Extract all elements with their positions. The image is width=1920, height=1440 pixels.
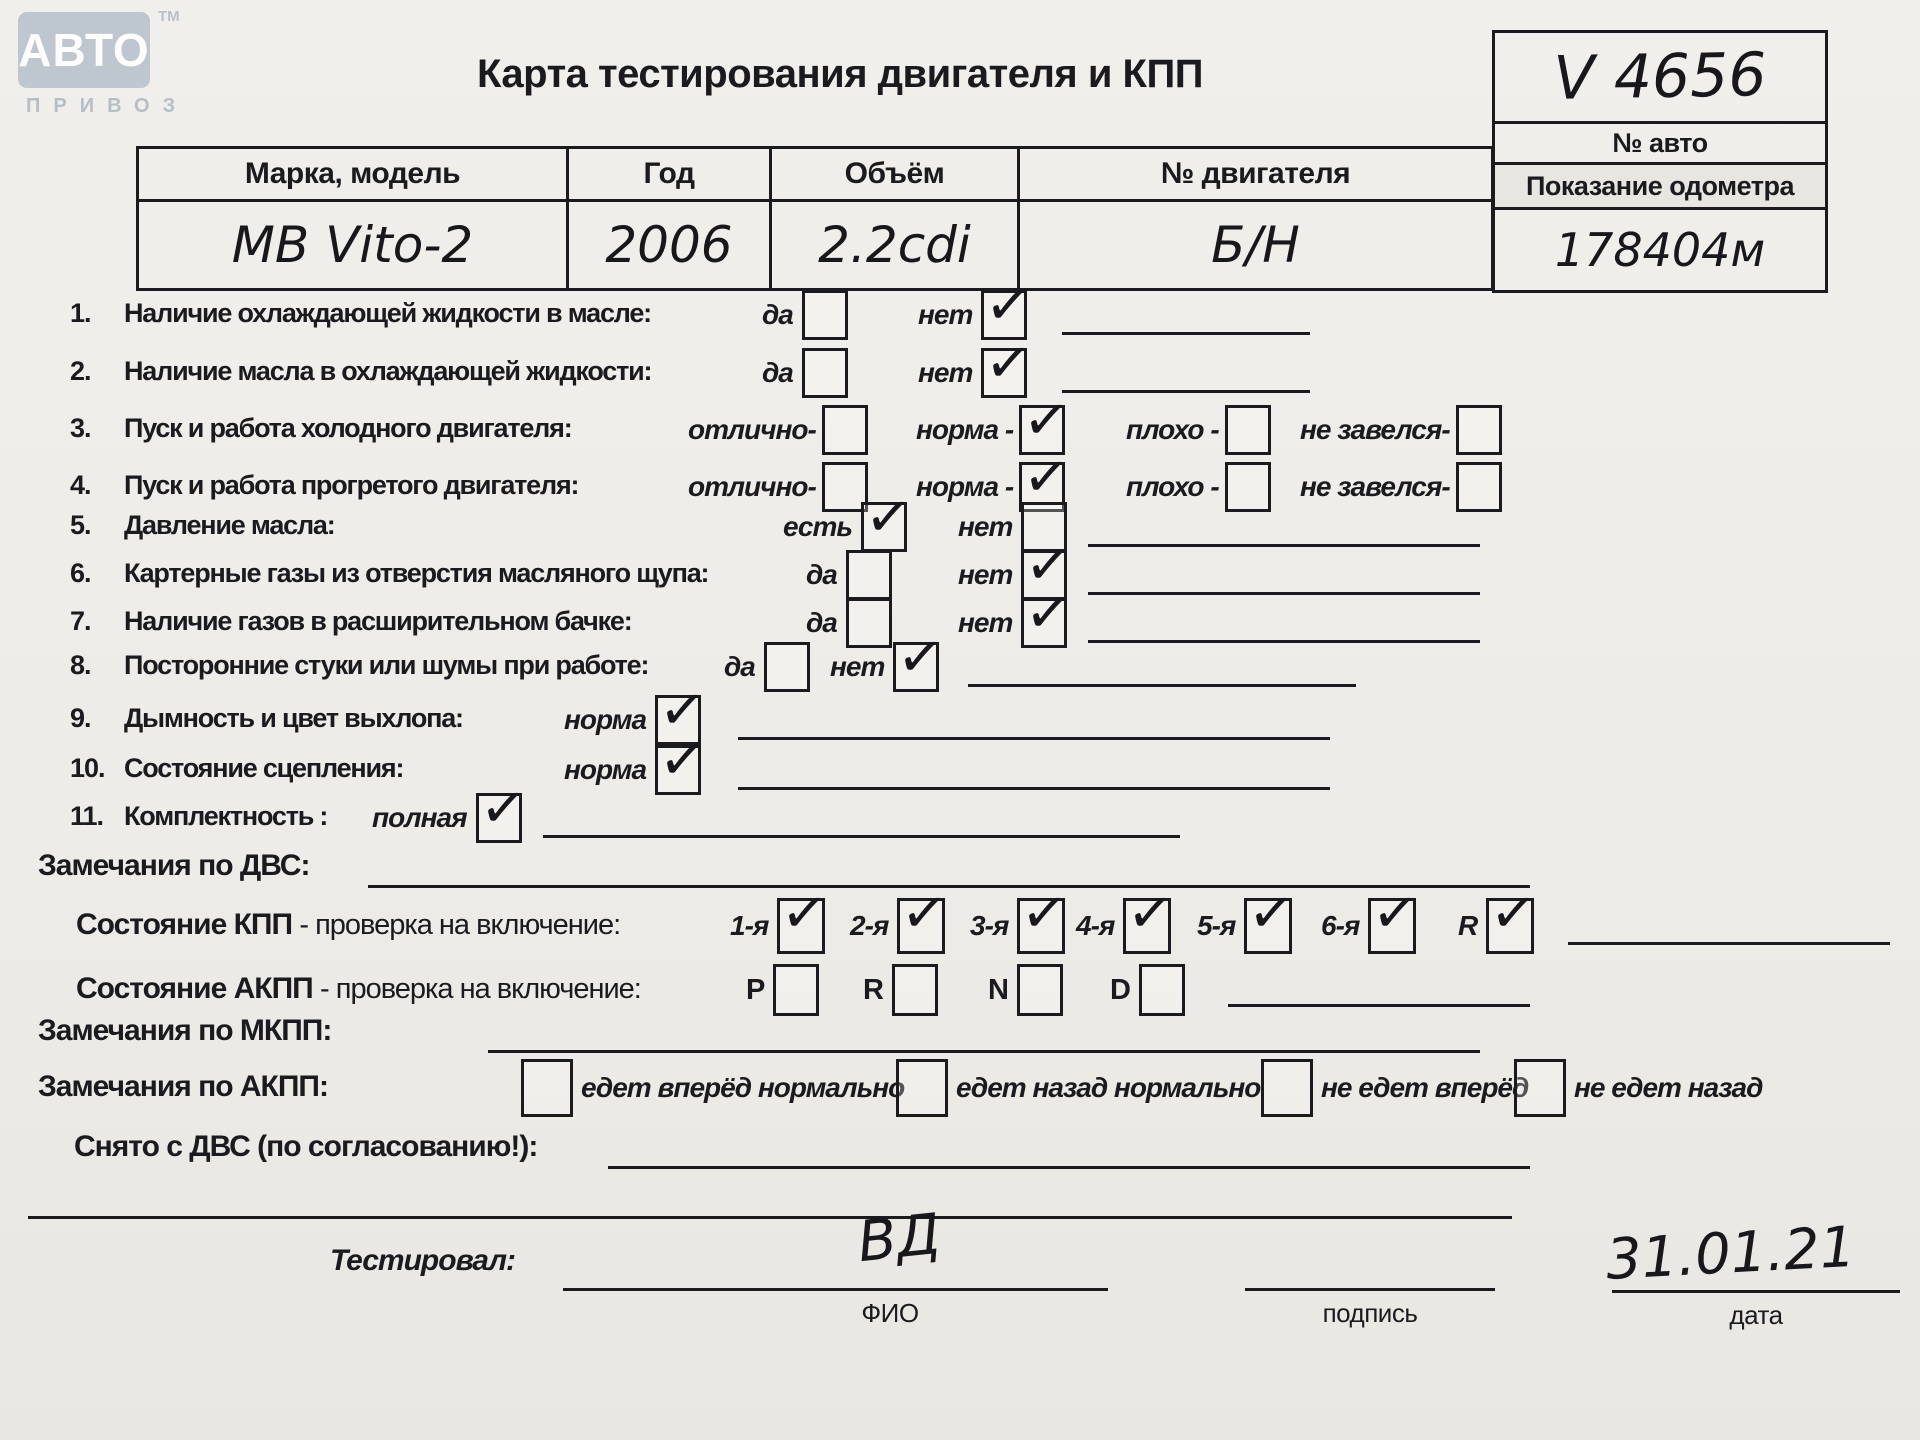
position-label: P <box>746 973 765 1006</box>
item-10-label: Состояние сцепления: <box>124 753 404 783</box>
item-3-option-no-start <box>1300 407 1502 453</box>
option-label: полная <box>372 802 467 833</box>
item-3-option-excellent <box>688 407 868 453</box>
tested-by-label: Тестировал: <box>330 1244 515 1277</box>
mkpp-remarks-field[interactable] <box>488 1050 1480 1053</box>
fio-label: ФИО <box>861 1298 919 1328</box>
signature-label: подпись <box>1322 1298 1418 1328</box>
akpp-remarks-label: Замечания по АКПП: <box>38 1070 328 1103</box>
gear-4-checkbox[interactable] <box>1123 898 1171 954</box>
option-label: едет вперёд нормально <box>581 1072 905 1103</box>
item-row-8 <box>0 644 1920 690</box>
akpp-no-fwd-checkbox[interactable] <box>1261 1059 1313 1117</box>
akpp-rev-ok-option <box>896 1060 1260 1116</box>
item-3-excellent-checkbox[interactable] <box>822 405 868 455</box>
akpp-n-checkbox[interactable] <box>1017 964 1063 1016</box>
item-2-option-yes <box>762 350 848 396</box>
akpp-remarks-row <box>0 1060 1920 1116</box>
item-8-label: Посторонние стуки или шумы при работе: <box>124 650 649 680</box>
item-6-notes-field[interactable] <box>1088 592 1480 595</box>
item-6-label: Картерные газы из отверстия масляного щупа: <box>124 558 709 588</box>
item-8-number: 8. <box>70 650 91 680</box>
option-label: не завелся- <box>1300 414 1450 445</box>
kpp-state-label <box>76 908 620 942</box>
gear-r-option <box>1458 898 1534 954</box>
item-11-number: 11. <box>70 801 104 831</box>
item-row-1 <box>0 292 1920 338</box>
item-3-option-bad <box>1126 407 1271 453</box>
item-6-option-yes <box>806 552 892 598</box>
item-2-notes-field[interactable] <box>1062 390 1310 393</box>
akpp-d-checkbox[interactable] <box>1139 964 1185 1016</box>
gear-5-option <box>1197 898 1292 954</box>
tester-signature: ВД <box>854 1201 944 1276</box>
akpp-fwd-ok-option <box>521 1060 904 1116</box>
item-9-notes-field[interactable] <box>738 737 1330 740</box>
item-8-yes-checkbox[interactable] <box>764 642 810 692</box>
option-label: нет <box>958 559 1013 590</box>
gear-label: 6-я <box>1321 910 1360 941</box>
akpp-state-label-bold: Состояние АКПП <box>76 972 313 1005</box>
separator-rule <box>28 1216 1512 1219</box>
item-10-number: 10. <box>70 753 105 783</box>
akpp-state-label-rest: - проверка на включение: <box>320 973 641 1005</box>
logo-box <box>18 8 180 88</box>
vehicle-table-value-row <box>139 202 1491 288</box>
item-11-option-full <box>372 795 522 841</box>
removed-label: Снято с ДВС (по согласованию!): <box>74 1130 538 1163</box>
item-7-no-checkbox[interactable] <box>1021 598 1067 648</box>
logo-subtitle: ПРИВОЗ <box>26 95 189 117</box>
item-row-9 <box>0 697 1920 743</box>
item-2-no-checkbox[interactable] <box>981 348 1027 398</box>
header-year: Год <box>569 149 772 199</box>
option-label: плохо - <box>1126 414 1219 445</box>
item-3-no-start-checkbox[interactable] <box>1456 405 1502 455</box>
logo-brand-text: АВТО <box>18 24 150 76</box>
item-5-label: Давление масла: <box>124 510 335 540</box>
date-label: дата <box>1729 1300 1783 1330</box>
item-10-notes-field[interactable] <box>738 787 1330 790</box>
option-label: норма - <box>916 471 1014 502</box>
position-label: D <box>1110 973 1130 1006</box>
gear-label: 2-я <box>850 910 889 941</box>
option-label: да <box>806 607 837 638</box>
akpp-r-checkbox[interactable] <box>892 964 938 1016</box>
volume-value: 2.2cdi <box>772 202 1020 288</box>
gear-4-option <box>1076 898 1171 954</box>
trademark-mark: TM <box>158 8 180 25</box>
item-5-notes-field[interactable] <box>1088 544 1480 547</box>
item-6-number: 6. <box>70 558 91 588</box>
gear-6-checkbox[interactable] <box>1368 898 1416 954</box>
mkpp-remarks-label: Замечания по МКПП: <box>38 1014 332 1047</box>
kpp-state-label-bold: Состояние КПП <box>76 908 293 941</box>
option-label: не едет вперёд <box>1321 1072 1529 1103</box>
gear-label: 3-я <box>970 910 1009 941</box>
gear-r-checkbox[interactable] <box>1486 898 1534 954</box>
item-4-number: 4. <box>70 470 91 500</box>
gear-5-checkbox[interactable] <box>1244 898 1292 954</box>
item-6-yes-checkbox[interactable] <box>846 550 892 600</box>
option-label: едет назад нормально <box>956 1072 1261 1103</box>
akpp-state-field[interactable] <box>1228 1004 1530 1007</box>
option-label: есть <box>783 511 853 542</box>
header-engine-number: № двигателя <box>1160 157 1351 190</box>
option-label: отлично- <box>688 414 816 445</box>
date-field[interactable] <box>1612 1290 1900 1293</box>
item-8-option-yes <box>724 644 810 690</box>
item-row-6 <box>0 552 1920 598</box>
option-label: нет <box>918 357 973 388</box>
option-label: не завелся- <box>1300 471 1450 502</box>
position-label: R <box>863 973 883 1006</box>
item-2-option-no <box>918 350 1027 396</box>
gear-2-option <box>850 898 945 954</box>
item-7-yes-checkbox[interactable] <box>846 598 892 648</box>
item-row-10 <box>0 747 1920 793</box>
date-value: 31.01.21 <box>1604 1214 1857 1293</box>
akpp-state-label <box>76 972 641 1006</box>
item-11-full-checkbox[interactable] <box>476 793 522 843</box>
option-label: нет <box>958 607 1013 638</box>
item-7-label: Наличие газов в расширительном бачке: <box>124 606 632 636</box>
header-brand-model: Марка, модель <box>139 149 569 199</box>
kpp-state-row <box>0 898 1920 954</box>
odometer-label: Показание одометра <box>1495 162 1825 210</box>
item-9-number: 9. <box>70 703 91 733</box>
gear-label: 1-я <box>730 910 769 941</box>
item-2-yes-checkbox[interactable] <box>802 348 848 398</box>
item-5-number: 5. <box>70 510 91 540</box>
option-label: нет <box>830 651 885 682</box>
item-5-present-checkbox[interactable] <box>861 502 907 552</box>
item-2-number: 2. <box>70 356 91 386</box>
option-label: да <box>724 651 755 682</box>
odometer-value: 178404м <box>1554 223 1766 277</box>
engine-number-value: Б/Н <box>1211 216 1300 274</box>
kpp-state-label-rest: - проверка на включение: <box>299 909 621 941</box>
item-10-option-normal <box>564 747 701 793</box>
gear-label: R <box>1458 910 1478 941</box>
item-4-label: Пуск и работа прогретого двигателя: <box>124 470 579 500</box>
autoprivoz-logo <box>18 8 189 118</box>
gear-1-checkbox[interactable] <box>777 898 825 954</box>
item-1-option-yes <box>762 292 848 338</box>
item-row-3 <box>0 407 1920 453</box>
vehicle-number-label: № авто <box>1495 121 1825 162</box>
page-title: Карта тестирования двигателя и КПП <box>477 52 1203 96</box>
item-3-bad-checkbox[interactable] <box>1225 405 1271 455</box>
kpp-state-field[interactable] <box>1568 942 1890 945</box>
option-label: не едет назад <box>1574 1072 1763 1103</box>
item-5-option-present <box>783 504 907 550</box>
item-9-label: Дымность и цвет выхлопа: <box>124 703 463 733</box>
vehicle-number-box <box>1492 30 1828 293</box>
item-3-label: Пуск и работа холодного двигателя: <box>124 413 572 443</box>
gear-1-option <box>730 898 825 954</box>
item-8-no-checkbox[interactable] <box>893 642 939 692</box>
item-11-label: Комплектность : <box>124 801 328 831</box>
mkpp-remarks-row <box>0 1010 1920 1056</box>
gear-6-option <box>1321 898 1416 954</box>
signature-field[interactable] <box>1245 1288 1495 1291</box>
dvs-remarks-row <box>0 845 1920 891</box>
item-8-notes-field[interactable] <box>968 684 1356 687</box>
gear-3-option <box>970 898 1065 954</box>
item-1-number: 1. <box>70 298 91 328</box>
dvs-remarks-label: Замечания по ДВС: <box>38 849 310 882</box>
header-volume: Объём <box>772 149 1020 199</box>
item-7-option-no <box>958 600 1067 646</box>
akpp-rev-ok-checkbox[interactable] <box>896 1059 948 1117</box>
vehicle-table-header-row <box>139 149 1491 202</box>
item-1-notes-field[interactable] <box>1062 332 1310 335</box>
akpp-no-fwd-option <box>1261 1060 1528 1116</box>
position-label: N <box>988 973 1008 1006</box>
item-2-label: Наличие масла в охлаждающей жидкости: <box>124 356 652 386</box>
akpp-p-checkbox[interactable] <box>773 964 819 1016</box>
option-label: да <box>806 559 837 590</box>
removed-field[interactable] <box>608 1166 1530 1169</box>
item-3-number: 3. <box>70 413 91 443</box>
removed-row <box>0 1126 1920 1172</box>
item-1-label: Наличие охлаждающей жидкости в масле: <box>124 298 651 328</box>
option-label: нет <box>918 299 973 330</box>
item-8-option-no <box>830 644 939 690</box>
vehicle-info-table <box>136 146 1494 291</box>
option-label: плохо - <box>1126 471 1219 502</box>
option-label: да <box>762 299 793 330</box>
gear-label: 5-я <box>1197 910 1236 941</box>
item-10-normal-checkbox[interactable] <box>655 745 701 795</box>
option-label: норма <box>564 704 647 735</box>
akpp-no-rev-option <box>1514 1060 1762 1116</box>
item-11-notes-field[interactable] <box>543 835 1180 838</box>
item-row-2 <box>0 350 1920 396</box>
akpp-fwd-ok-checkbox[interactable] <box>521 1059 573 1117</box>
year-value: 2006 <box>569 202 772 288</box>
item-7-option-yes <box>806 600 892 646</box>
item-1-yes-checkbox[interactable] <box>802 290 848 340</box>
gear-3-checkbox[interactable] <box>1017 898 1065 954</box>
option-label: нет <box>958 511 1013 542</box>
gear-label: 4-я <box>1076 910 1115 941</box>
item-7-number: 7. <box>70 606 91 636</box>
item-row-5 <box>0 504 1920 550</box>
brand-model-value: MB Vito-2 <box>139 202 569 288</box>
item-7-notes-field[interactable] <box>1088 640 1480 643</box>
option-label: норма <box>564 754 647 785</box>
gear-2-checkbox[interactable] <box>897 898 945 954</box>
item-row-11 <box>0 795 1920 841</box>
option-label: отлично- <box>688 471 816 502</box>
vehicle-number-value: V 4656 <box>1552 40 1768 114</box>
akpp-no-rev-checkbox[interactable] <box>1514 1059 1566 1117</box>
option-label: да <box>762 357 793 388</box>
item-row-7 <box>0 600 1920 646</box>
fio-field[interactable] <box>563 1288 1108 1291</box>
option-label: норма - <box>916 414 1014 445</box>
